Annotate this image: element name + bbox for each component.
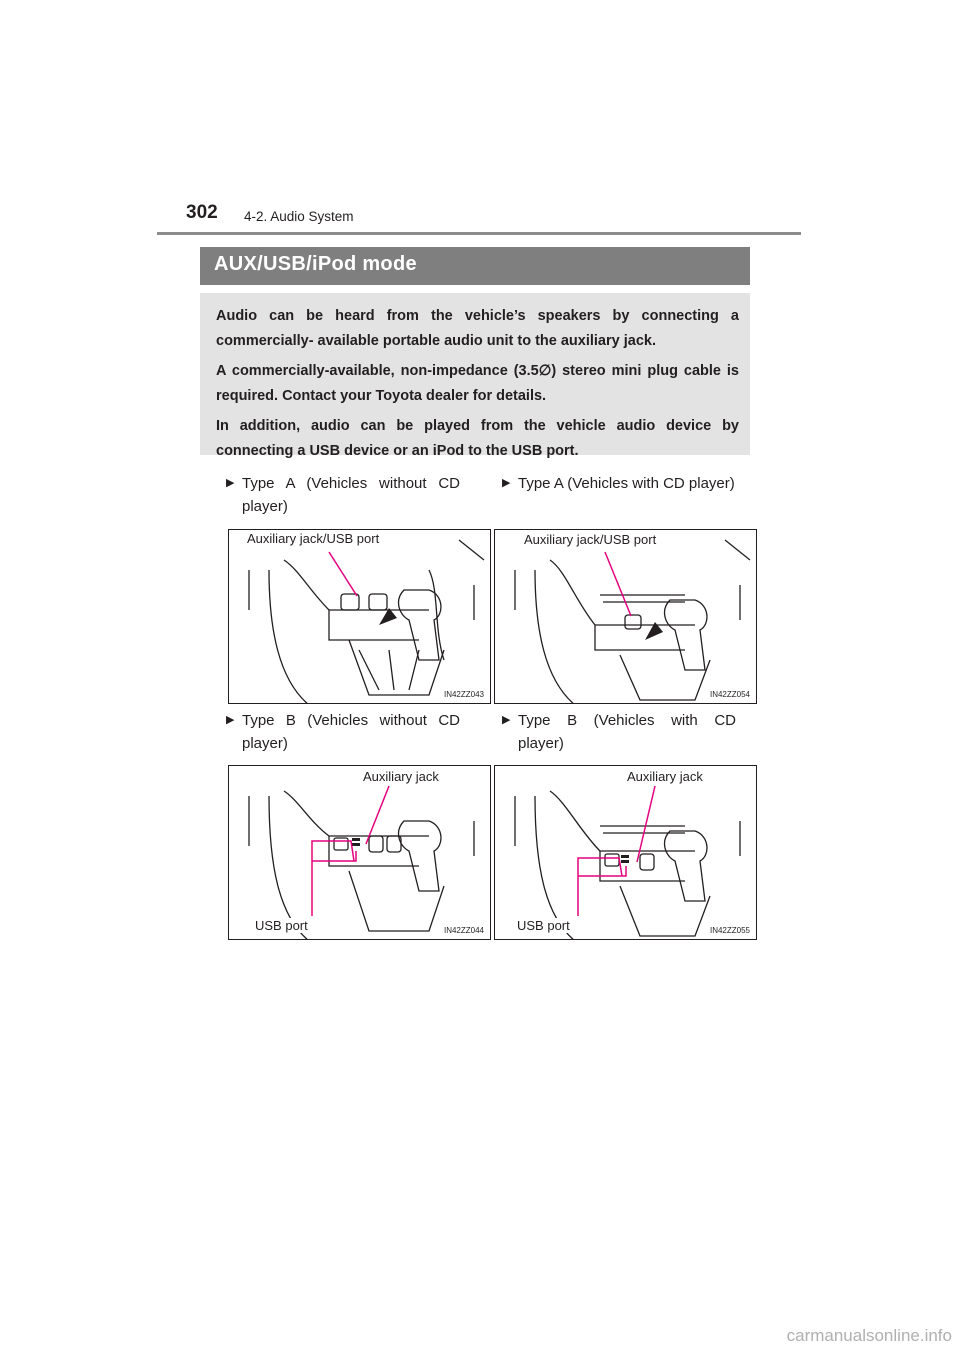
callout-usb-port: USB port	[517, 918, 570, 933]
intro-paragraph-1: Audio can be heard from the vehicle’s speakers by connecting a commercially- available portable audio unit to the auxiliary jack.	[216, 308, 739, 349]
callout-usb-port: USB port	[255, 918, 308, 933]
page-title: AUX/USB/iPod mode	[214, 253, 417, 275]
figure-type-b-cd	[494, 765, 757, 940]
page-number: 302	[186, 202, 218, 223]
figure-code: IN42ZZ043	[443, 690, 484, 699]
intro-paragraph-2: A commercially-available, non-impedance (3.5∅) stereo mini plug cable is required. Contact your Toyota dealer for details.	[216, 363, 739, 404]
callout-aux-jack: Auxiliary jack	[627, 769, 703, 784]
callout-aux-usb: Auxiliary jack/USB port	[247, 531, 380, 546]
figure-code: IN42ZZ054	[709, 690, 750, 699]
figure-type-a-no-cd	[228, 529, 491, 704]
callout-aux-usb: Auxiliary jack/USB port	[524, 532, 657, 547]
section-title: 4-2. Audio System	[244, 209, 354, 224]
intro-paragraph-3: In addition, audio can be played from the vehicle audio device by connecting a USB device or an iPod to the USB port.	[216, 418, 739, 459]
watermark: carmanualsonline.info	[786, 1326, 952, 1345]
intro-box	[200, 293, 750, 459]
figure-type-b-no-cd	[228, 765, 491, 940]
console-illustration	[495, 766, 757, 940]
type-label-a-cd: ▶ Type A (Vehicles with CD player)	[502, 472, 736, 495]
type-label-b-no-cd: ▶ Type B (Vehicles without CD player)	[226, 709, 460, 755]
triangle-right-icon: ▶	[226, 477, 235, 489]
console-illustration	[229, 530, 491, 704]
triangle-right-icon: ▶	[502, 714, 511, 726]
callout-aux-jack: Auxiliary jack	[363, 769, 439, 784]
console-illustration	[229, 766, 491, 940]
header-divider	[157, 232, 801, 235]
figure-type-a-cd	[494, 529, 757, 704]
figure-code: IN42ZZ044	[443, 926, 484, 935]
figure-code: IN42ZZ055	[709, 926, 750, 935]
console-illustration	[495, 530, 757, 704]
type-label-a-no-cd: ▶ Type A (Vehicles without CD player)	[226, 472, 460, 518]
triangle-right-icon: ▶	[226, 714, 235, 726]
triangle-right-icon: ▶	[502, 477, 511, 489]
type-label-b-cd: ▶ Type B (Vehicles with CD player)	[502, 709, 736, 755]
title-bar	[200, 247, 750, 285]
